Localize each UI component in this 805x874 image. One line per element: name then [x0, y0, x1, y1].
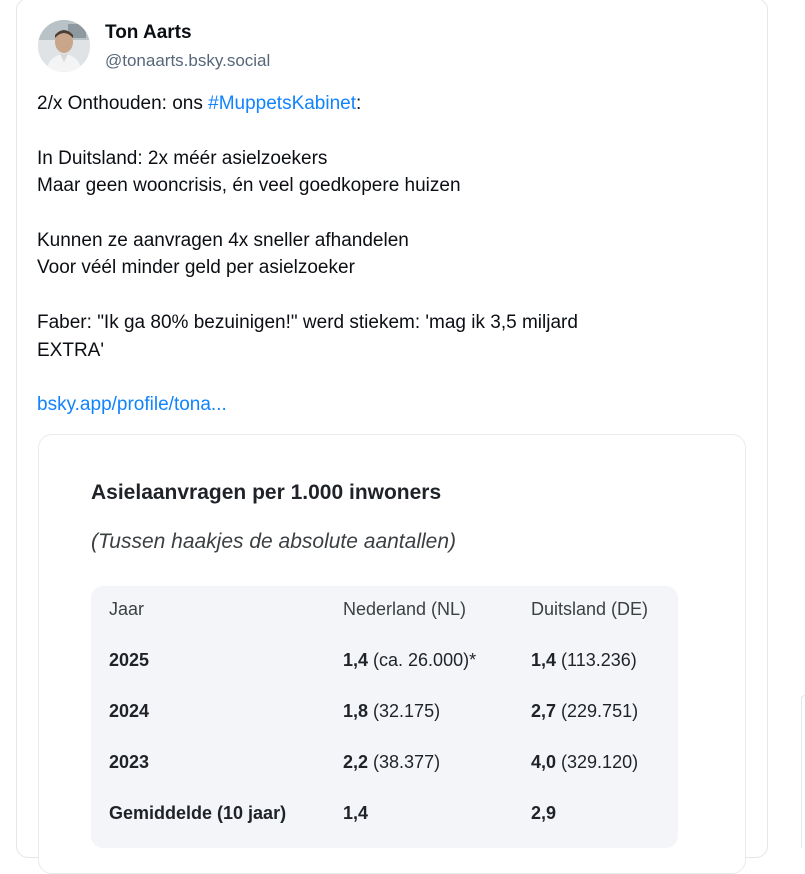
post-link-line	[37, 391, 737, 418]
adjacent-panel-edge	[801, 695, 805, 848]
avatar-photo	[38, 20, 90, 72]
header-de: Duitsland (DE)	[531, 599, 649, 619]
nl-rate: 1,4	[343, 650, 369, 670]
de-absolute: (229.751)	[556, 701, 639, 721]
nl-absolute: (ca. 26.000)*	[368, 650, 477, 670]
post-line-1-suffix: :	[356, 93, 362, 114]
post-body	[37, 90, 737, 419]
post-line-3: Maar geen wooncrisis, én veel goedkopere huizen	[37, 175, 461, 197]
de-rate: 1,4	[531, 650, 557, 670]
row-year: Gemiddelde (10 jaar)	[109, 803, 287, 823]
post-line-5: Voor véél minder geld per asielzoeker	[37, 257, 355, 279]
de-rate: 4,0	[531, 752, 557, 772]
nl-absolute: (38.377)	[368, 752, 441, 772]
row-year: 2025	[109, 650, 150, 670]
header-year: Jaar	[109, 599, 145, 619]
post-line-4: Kunnen ze aanvragen 4x sneller afhandelen	[37, 230, 409, 251]
table-subtitle: (Tussen haakjes de absolute aantallen)	[91, 530, 457, 553]
de-absolute: (329.120)	[556, 752, 639, 772]
de-rate: 2,7	[531, 701, 557, 721]
table-title: Asielaanvragen per 1.000 inwoners	[91, 481, 442, 504]
nl-rate: 1,8	[343, 701, 369, 721]
row-year: 2023	[109, 752, 150, 772]
row-nl-value	[343, 701, 440, 722]
nl-rate: 2,2	[343, 752, 369, 772]
author-name[interactable]: Ton Aarts	[105, 22, 192, 43]
post-line-2: In Duitsland: 2x méér asielzoekers	[37, 147, 328, 169]
author-avatar[interactable]	[38, 20, 90, 72]
post-line-6: Faber: "Ik ga 80% bezuinigen!" werd stiekem: 'mag ik 3,5 miljard	[37, 312, 578, 334]
de-absolute: (113.236)	[556, 650, 637, 670]
row-year: 2024	[109, 701, 150, 721]
profile-link[interactable]: bsky.app/profile/tona...	[37, 394, 227, 416]
row-de-value	[531, 803, 556, 824]
row-de-value	[531, 701, 638, 722]
de-rate: 2,9	[531, 803, 557, 823]
header-nl: Nederland (NL)	[343, 599, 467, 619]
row-de-value	[531, 650, 637, 671]
row-de-value	[531, 752, 638, 773]
post-line-7: EXTRA'	[37, 339, 104, 361]
hashtag-link[interactable]: #MuppetsKabinet	[208, 93, 357, 114]
row-nl-value	[343, 752, 440, 773]
nl-absolute: (32.175)	[368, 701, 441, 721]
row-nl-value	[343, 803, 368, 824]
post-line-1	[37, 90, 737, 117]
post-line-1-prefix: 2/x Onthouden: ons	[37, 93, 209, 114]
row-nl-value	[343, 650, 476, 671]
nl-rate: 1,4	[343, 803, 369, 823]
author-handle[interactable]: @tonaarts.bsky.social	[105, 51, 271, 70]
